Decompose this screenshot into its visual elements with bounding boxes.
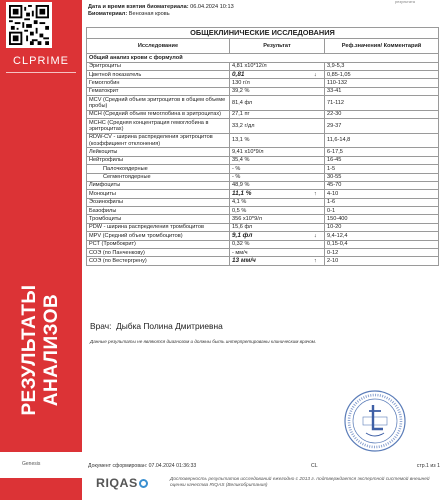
test-result: 0,81 bbox=[230, 70, 307, 78]
flag-icon: ↓ bbox=[307, 70, 325, 78]
table-row bbox=[87, 110, 439, 118]
test-name: СОЭ (по Вестергрену) bbox=[87, 257, 230, 265]
results-table bbox=[86, 27, 439, 266]
reference-range: 71-112 bbox=[325, 96, 439, 111]
reference-range: 0,15-0,4 bbox=[325, 240, 439, 248]
test-name: МСН (Средний объем гемоглобина в эритроцитах) bbox=[87, 110, 230, 118]
sidebar-title-line2: АНАЛИЗОВ bbox=[41, 293, 62, 407]
table-row bbox=[87, 207, 439, 215]
flag-icon bbox=[307, 156, 325, 164]
flag-icon bbox=[307, 96, 325, 111]
table-row bbox=[87, 156, 439, 164]
reference-range: 45-70 bbox=[325, 181, 439, 189]
test-result: - мм/ч bbox=[230, 249, 307, 257]
reference-range: 150-400 bbox=[325, 215, 439, 223]
test-name: Лейкоциты bbox=[87, 148, 230, 156]
table-row bbox=[87, 173, 439, 181]
test-name: Нейтрофилы bbox=[87, 156, 230, 164]
test-result: 0,5 % bbox=[230, 207, 307, 215]
test-name: MCV (Средний объем эритроцитов в общем объеме пробы) bbox=[87, 96, 230, 111]
sidebar-band bbox=[0, 0, 82, 500]
test-result: 35,4 % bbox=[230, 156, 307, 164]
test-result: 81,4 фл bbox=[230, 96, 307, 111]
doctor-line bbox=[90, 321, 223, 331]
flag-icon bbox=[307, 198, 325, 206]
reference-range: 4-10 bbox=[325, 190, 439, 198]
test-name: Гематокрит bbox=[87, 87, 230, 95]
doctor-label: Врач: bbox=[90, 321, 112, 331]
collected-value: 06.04.2024 10:13 bbox=[190, 4, 234, 10]
reference-range: 2-10 bbox=[325, 257, 439, 265]
test-result: 9,41 х10*9/л bbox=[230, 148, 307, 156]
flag-icon bbox=[307, 165, 325, 173]
reference-range: 6-17,5 bbox=[325, 148, 439, 156]
section-title: Общий анализ крови с формулой bbox=[87, 54, 439, 62]
reference-range: 1-5 bbox=[325, 165, 439, 173]
reference-range: 11,6-14,8 bbox=[325, 133, 439, 148]
table-row bbox=[87, 148, 439, 156]
table-row bbox=[87, 198, 439, 206]
flag-icon bbox=[307, 181, 325, 189]
test-name: Эозинофилы bbox=[87, 198, 230, 206]
test-result: 13,1 % bbox=[230, 133, 307, 148]
test-result: 4,1 % bbox=[230, 198, 307, 206]
test-result: - % bbox=[230, 173, 307, 181]
flag-icon bbox=[307, 249, 325, 257]
table-row bbox=[87, 190, 439, 198]
test-name: РСТ (Тромбокрит) bbox=[87, 240, 230, 248]
reference-range: 10-20 bbox=[325, 223, 439, 231]
test-result: 0,32 % bbox=[230, 240, 307, 248]
test-result: - % bbox=[230, 165, 307, 173]
sidebar-title bbox=[19, 235, 63, 465]
flag-icon bbox=[307, 240, 325, 248]
test-name: Цветной показатель bbox=[87, 70, 230, 78]
qr-code-icon bbox=[9, 5, 49, 45]
table-row bbox=[87, 223, 439, 231]
flag-icon bbox=[307, 223, 325, 231]
generated-label: Документ сформирован: bbox=[88, 463, 148, 469]
flag-icon bbox=[307, 119, 325, 134]
table-row bbox=[87, 232, 439, 240]
test-name: Лимфоциты bbox=[87, 181, 230, 189]
genesis-logo: Genesis bbox=[22, 461, 41, 467]
disclaimer-note: Данные результаты не являются диагнозом и должны быть интерпретированы клиническим врачом. bbox=[90, 339, 317, 344]
table-row bbox=[87, 119, 439, 134]
header-result: Результат bbox=[230, 39, 325, 54]
test-result: 13 мм/ч bbox=[230, 257, 307, 265]
test-result: 4,81 х10*12/л bbox=[230, 62, 307, 70]
test-name: MPV (Средний объем тромбоцитов) bbox=[87, 232, 230, 240]
table-title: ОБЩЕКЛИНИЧЕСКИЕ ИССЛЕДОВАНИЯ bbox=[87, 28, 439, 39]
test-name: RDW-CV - ширина распределения эритроцитов (коэффициент отклонения) bbox=[87, 133, 230, 148]
test-result: 11,1 % bbox=[230, 190, 307, 198]
flag-icon bbox=[307, 207, 325, 215]
flag-icon bbox=[307, 110, 325, 118]
flag-icon bbox=[307, 87, 325, 95]
brand-name: CLPRIME bbox=[13, 55, 69, 67]
table-row bbox=[87, 87, 439, 95]
flag-icon bbox=[307, 133, 325, 148]
table-row bbox=[87, 70, 439, 78]
report-header bbox=[88, 4, 234, 18]
reference-range: 30-55 bbox=[325, 173, 439, 181]
reference-range: 29-37 bbox=[325, 119, 439, 134]
biomaterial-label: Биоматериал: bbox=[88, 11, 128, 17]
reference-range: 0-1 bbox=[325, 207, 439, 215]
flag-icon bbox=[307, 173, 325, 181]
reference-range: 33-41 bbox=[325, 87, 439, 95]
doctor-name: Дыбка Полина Дмитриевна bbox=[116, 321, 223, 331]
reference-range: 1-6 bbox=[325, 198, 439, 206]
riqas-logo bbox=[96, 476, 148, 490]
lab-seal-icon bbox=[343, 389, 407, 453]
table-row bbox=[87, 240, 439, 248]
table-row bbox=[87, 249, 439, 257]
doc-code: CL bbox=[311, 463, 318, 469]
flag-icon: ↓ bbox=[307, 232, 325, 240]
table-row bbox=[87, 257, 439, 265]
collected-label: Дата и время взятия биоматериала: bbox=[88, 4, 189, 10]
test-result: 130 г/л bbox=[230, 79, 307, 87]
reference-range: 110-132 bbox=[325, 79, 439, 87]
table-row bbox=[87, 79, 439, 87]
flag-icon bbox=[307, 62, 325, 70]
reference-range: 0,85-1,05 bbox=[325, 70, 439, 78]
test-result: 33,2 г/дл bbox=[230, 119, 307, 134]
test-result: 39,2 % bbox=[230, 87, 307, 95]
table-row bbox=[87, 215, 439, 223]
test-name: МСНС (Средняя концентрация гемоглобина в эритроцитах) bbox=[87, 119, 230, 134]
brand-divider bbox=[6, 72, 76, 73]
table-row bbox=[87, 96, 439, 111]
riqas-text: RIQAS bbox=[96, 476, 138, 490]
table-row bbox=[87, 165, 439, 173]
test-name: Сегментоядерные bbox=[87, 173, 230, 181]
table-row bbox=[87, 133, 439, 148]
test-result: 9,1 фл bbox=[230, 232, 307, 240]
top-stamp-text: результата bbox=[394, 0, 415, 4]
flag-icon: ↑ bbox=[307, 190, 325, 198]
flag-icon bbox=[307, 79, 325, 87]
document-footer bbox=[88, 463, 440, 469]
flag-icon bbox=[307, 215, 325, 223]
flag-icon bbox=[307, 148, 325, 156]
biomaterial-value: Венозная кровь bbox=[128, 11, 170, 17]
header-reference: Реф.значения/ Комментарий bbox=[325, 39, 439, 54]
test-name: Базофилы bbox=[87, 207, 230, 215]
test-result: 356 х10*9/л bbox=[230, 215, 307, 223]
page-indicator: стр.1 из 1 bbox=[416, 463, 440, 469]
test-result: 48,9 % bbox=[230, 181, 307, 189]
test-name: СОЭ (по Панченкову) bbox=[87, 249, 230, 257]
test-name: Эритроциты bbox=[87, 62, 230, 70]
table-row bbox=[87, 62, 439, 70]
reference-range: 16-45 bbox=[325, 156, 439, 164]
test-name: PDW - ширина распределения тромбоцитов bbox=[87, 223, 230, 231]
reference-range: 0-12 bbox=[325, 249, 439, 257]
reference-range: 3,9-5,3 bbox=[325, 62, 439, 70]
generated-value: 07.04.2024 01:36:33 bbox=[148, 463, 197, 469]
sidebar-title-line1: РЕЗУЛЬТАТЫ bbox=[19, 284, 40, 416]
reference-range: 22-30 bbox=[325, 110, 439, 118]
header-test: Исследование bbox=[87, 39, 230, 54]
riqas-ring-icon bbox=[139, 479, 148, 488]
table-row bbox=[87, 181, 439, 189]
flag-icon: ↑ bbox=[307, 257, 325, 265]
test-result: 27,1 пг bbox=[230, 110, 307, 118]
test-name: Тромбоциты bbox=[87, 215, 230, 223]
qr-code[interactable] bbox=[6, 2, 52, 48]
reference-range: 9,4-12,4 bbox=[325, 232, 439, 240]
test-name: Моноциты bbox=[87, 190, 230, 198]
genesis-logo-box bbox=[0, 452, 82, 478]
test-name: Гемоглобин bbox=[87, 79, 230, 87]
test-name: Палочкоядерные bbox=[87, 165, 230, 173]
test-result: 15,6 фл bbox=[230, 223, 307, 231]
riqas-note: Достоверность результатов исследований ежегодно с 2013 г. подтверждается экспертной системой внешней оценки качества RIQAS (Великобритания) bbox=[170, 477, 430, 488]
